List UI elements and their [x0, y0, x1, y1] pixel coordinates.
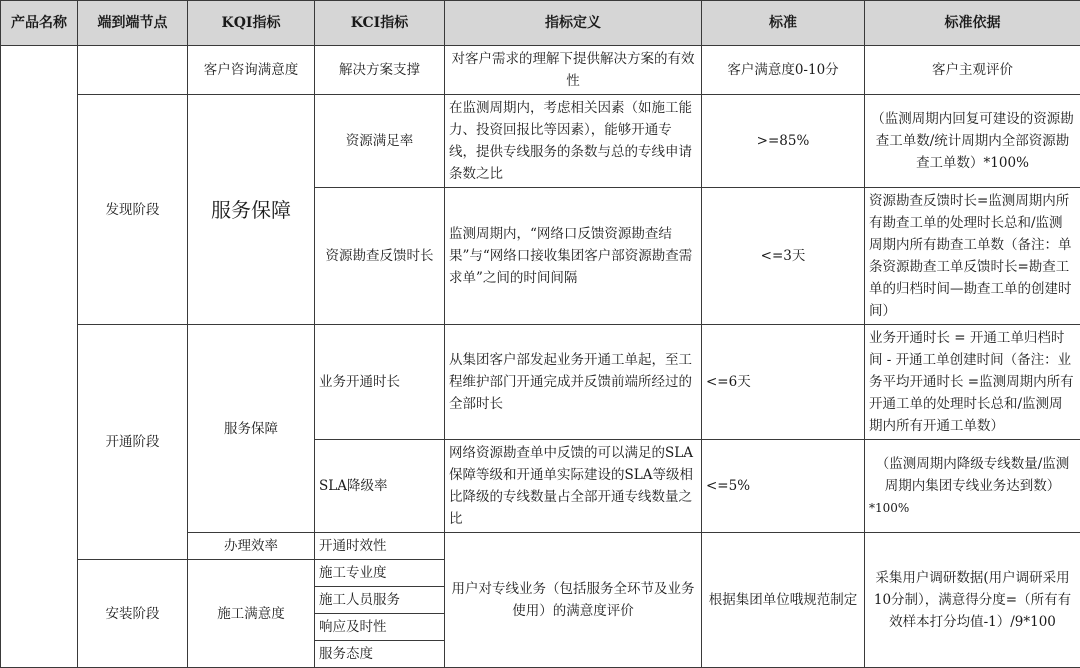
basis-cell: 采集用户调研数据(用户调研采用10分制），满意得分度=（所有有效样本打分均值-1）/9*100: [865, 533, 1080, 668]
kci-cell: 施工人员服务: [315, 587, 445, 614]
definition-cell: 用户对专线业务（包括服务全环节及业务使用）的满意度评价: [445, 533, 702, 668]
kqi-cell: 服务保障: [188, 325, 315, 533]
standard-cell: <=3天: [702, 188, 865, 325]
standard-cell: 根据集团单位哦规范制定: [702, 533, 865, 668]
definition-cell: 网络资源勘查单中反馈的可以满足的SLA保障等级和开通单实际建设的SLA等级相比降级的专线数量占全部开通专线数量之比: [445, 440, 702, 533]
kci-cell: 解决方案支撑: [315, 46, 445, 95]
header-definition: 指标定义: [445, 1, 702, 46]
node-cell: 发现阶段: [78, 95, 188, 325]
table-row: [1, 46, 1080, 95]
table-row: [1, 95, 1080, 188]
kci-cell: 服务态度: [315, 641, 445, 668]
kqi-cell: 办理效率: [188, 533, 315, 560]
standard-cell: >=85%: [702, 95, 865, 188]
basis-cell: 客户主观评价: [865, 46, 1080, 95]
basis-cell: 资源勘查反馈时长=监测周期内所有勘查工单的处理时长总和/监测周期内所有勘查工单数（备注：单条资源勘查工单反馈时长=勘查工单的归档时间—勘查工单的创建时间）: [865, 188, 1080, 325]
header-product: 产品名称: [1, 1, 78, 46]
node-cell: 安装阶段: [78, 560, 188, 668]
definition-cell: 从集团客户部发起业务开通工单起，至工程维护部门开通完成并反馈前端所经过的全部时长: [445, 325, 702, 440]
kci-cell: 业务开通时长: [315, 325, 445, 440]
basis-cell: 业务开通时长 = 开通工单归档时间 - 开通工单创建时间（备注：业务平均开通时长 =监测周期内所有开通工单的处理时长总和/监测周期内所有开通工单数）: [865, 325, 1080, 440]
header-kci: KCI指标: [315, 1, 445, 46]
basis-suffix: *100%: [869, 497, 1076, 519]
kqi-cell: 服务保障: [188, 95, 315, 325]
kci-cell: SLA降级率: [315, 440, 445, 533]
standard-cell: <=5%: [702, 440, 865, 533]
kci-cell: 资源满足率: [315, 95, 445, 188]
header-node: 端到端节点: [78, 1, 188, 46]
basis-text: （监测周期内降级专线数量/监测周期内集团专线业务达到数）: [869, 453, 1076, 497]
table-row: [1, 325, 1080, 440]
kci-cell: 响应及时性: [315, 614, 445, 641]
kci-cell: 资源勘查反馈时长: [315, 188, 445, 325]
node-cell-empty: [78, 46, 188, 95]
basis-cell: （监测周期内回复可建设的资源勘查工单数/统计周期内全部资源勘查工单数）*100%: [865, 95, 1080, 188]
kci-cell: 施工专业度: [315, 560, 445, 587]
standard-cell: <=6天: [702, 325, 865, 440]
node-cell: 开通阶段: [78, 325, 188, 560]
basis-cell: [865, 440, 1080, 533]
kqi-cell: 施工满意度: [188, 560, 315, 668]
definition-cell: 对客户需求的理解下提供解决方案的有效性: [445, 46, 702, 95]
header-row: [1, 1, 1080, 46]
standard-cell: 客户满意度0-10分: [702, 46, 865, 95]
header-standard: 标准: [702, 1, 865, 46]
definition-cell: 在监测周期内，考虑相关因素（如施工能力、投资回报比等因素），能够开通专线，提供专线服务的条数与总的专线申请条数之比: [445, 95, 702, 188]
definition-cell: 监测周期内，“网络口反馈资源勘查结果”与“网络口接收集团客户部资源勘查需求单”之间的时间间隔: [445, 188, 702, 325]
kqi-cell: 客户咨询满意度: [188, 46, 315, 95]
product-name-cell: [1, 46, 78, 668]
kci-cell: 开通时效性: [315, 533, 445, 560]
header-basis: 标准依据: [865, 1, 1080, 46]
header-kqi: KQI指标: [188, 1, 315, 46]
